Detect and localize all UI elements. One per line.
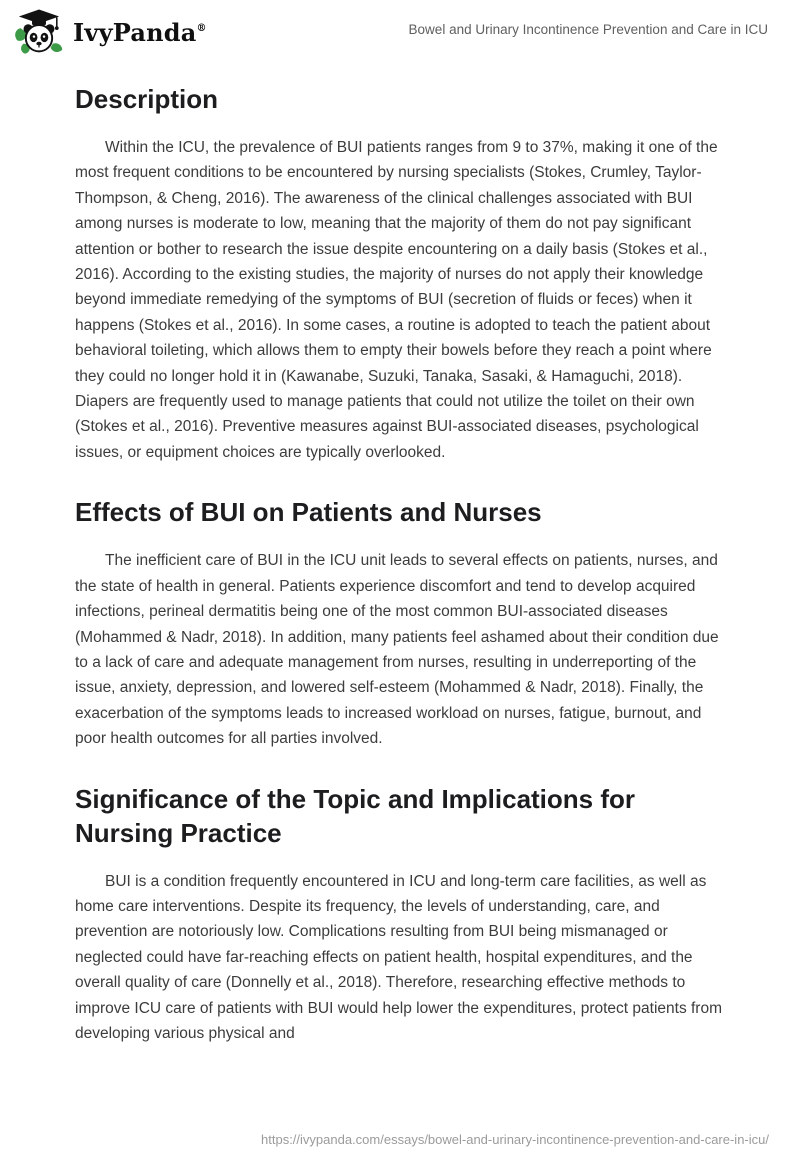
section-heading: Effects of BUI on Patients and Nurses (75, 497, 542, 528)
essay-content (0, 60, 800, 1046)
brand-name: IvyPanda® (73, 17, 207, 47)
section-paragraph: Within the ICU, the prevalence of BUI patients ranges from 9 to 37%, making it one of the most frequent conditions to be encountered by nursing specialists (Stokes, Crumley, Taylor-Thompson, & Cheng, 2016). The awareness of the clinical challenges associated with BUI among nurses is moderate to low, meaning that the majority of them do not pay significant attention or bother to research the issue despite encountering on a daily basis (Stokes et al., 2016). According to the existing studies, the majority of nurses do not apply their knowledge beyond immediate remedying of the symptoms of BUI (secretion of fluids or feces) when it happens (Stokes et al., 2016). In some cases, a routine is adopted to teach the patient about behavioral toileting, which allows them to empty their bowels before they reach a point where they could no longer hold it in (Kawanabe, Suzuki, Tanaka, Sasaki, & Hamaguchi, 2018). Diapers are frequently used to manage patients that could not utilize the toilet on their own (Stokes et al., 2016). Preventive measures against BUI-associated diseases, psychological issues, or equipment choices are typically overlooked. (75, 139, 718, 461)
section-heading: Significance of the Topic and Implications for Nursing Practice (75, 783, 636, 848)
ivypanda-logo (14, 8, 207, 56)
section-paragraph: The inefficient care of BUI in the ICU unit leads to several effects on patients, nurses, and the state of health in general. Patients experience discomfort and tend to develop acquired infections, perineal dermatitis being one of the most common BUI-associated diseases (Mohammed & Nadr, 2018). In addition, many patients feel ashamed about their condition due to a lack of care and adequate management from nurses, resulting in underreporting of the issue, anxiety, depression, and lowered self-esteem (Mohammed & Nadr, 2018). Finally, the exacerbation of the symptoms leads to increased workload on nurses, fatigue, burnout, and poor health outcomes for all parties involved. (75, 552, 719, 748)
panda-graduation-cap-icon (14, 8, 64, 56)
source-url[interactable]: https://ivypanda.com/essays/bowel-and-urinary-incontinence-prevention-and-care-in-icu/ (261, 1132, 769, 1147)
section-description (75, 82, 728, 465)
section-significance (75, 782, 728, 1047)
section-effects (75, 495, 728, 751)
registered-mark: ® (196, 22, 207, 34)
section-paragraph: BUI is a condition frequently encountered in ICU and long-term care facilities, as well as home care interventions. Despite its frequency, the levels of understanding, care, and prevention are notoriously low. Complications resulting from BUI being mismanaged or neglected could have far-reaching effects on patient health, hospital expenditures, and the overall quality of care (Donnelly et al., 2018). Therefore, researching effective methods to improve ICU care of patients with BUI would help lower the expenditures, protect patients from developing various physical and (75, 872, 723, 1042)
section-heading: Description (75, 84, 219, 114)
document-title: Bowel and Urinary Incontinence Prevention and Care in ICU (408, 22, 768, 37)
page-header (0, 0, 800, 60)
